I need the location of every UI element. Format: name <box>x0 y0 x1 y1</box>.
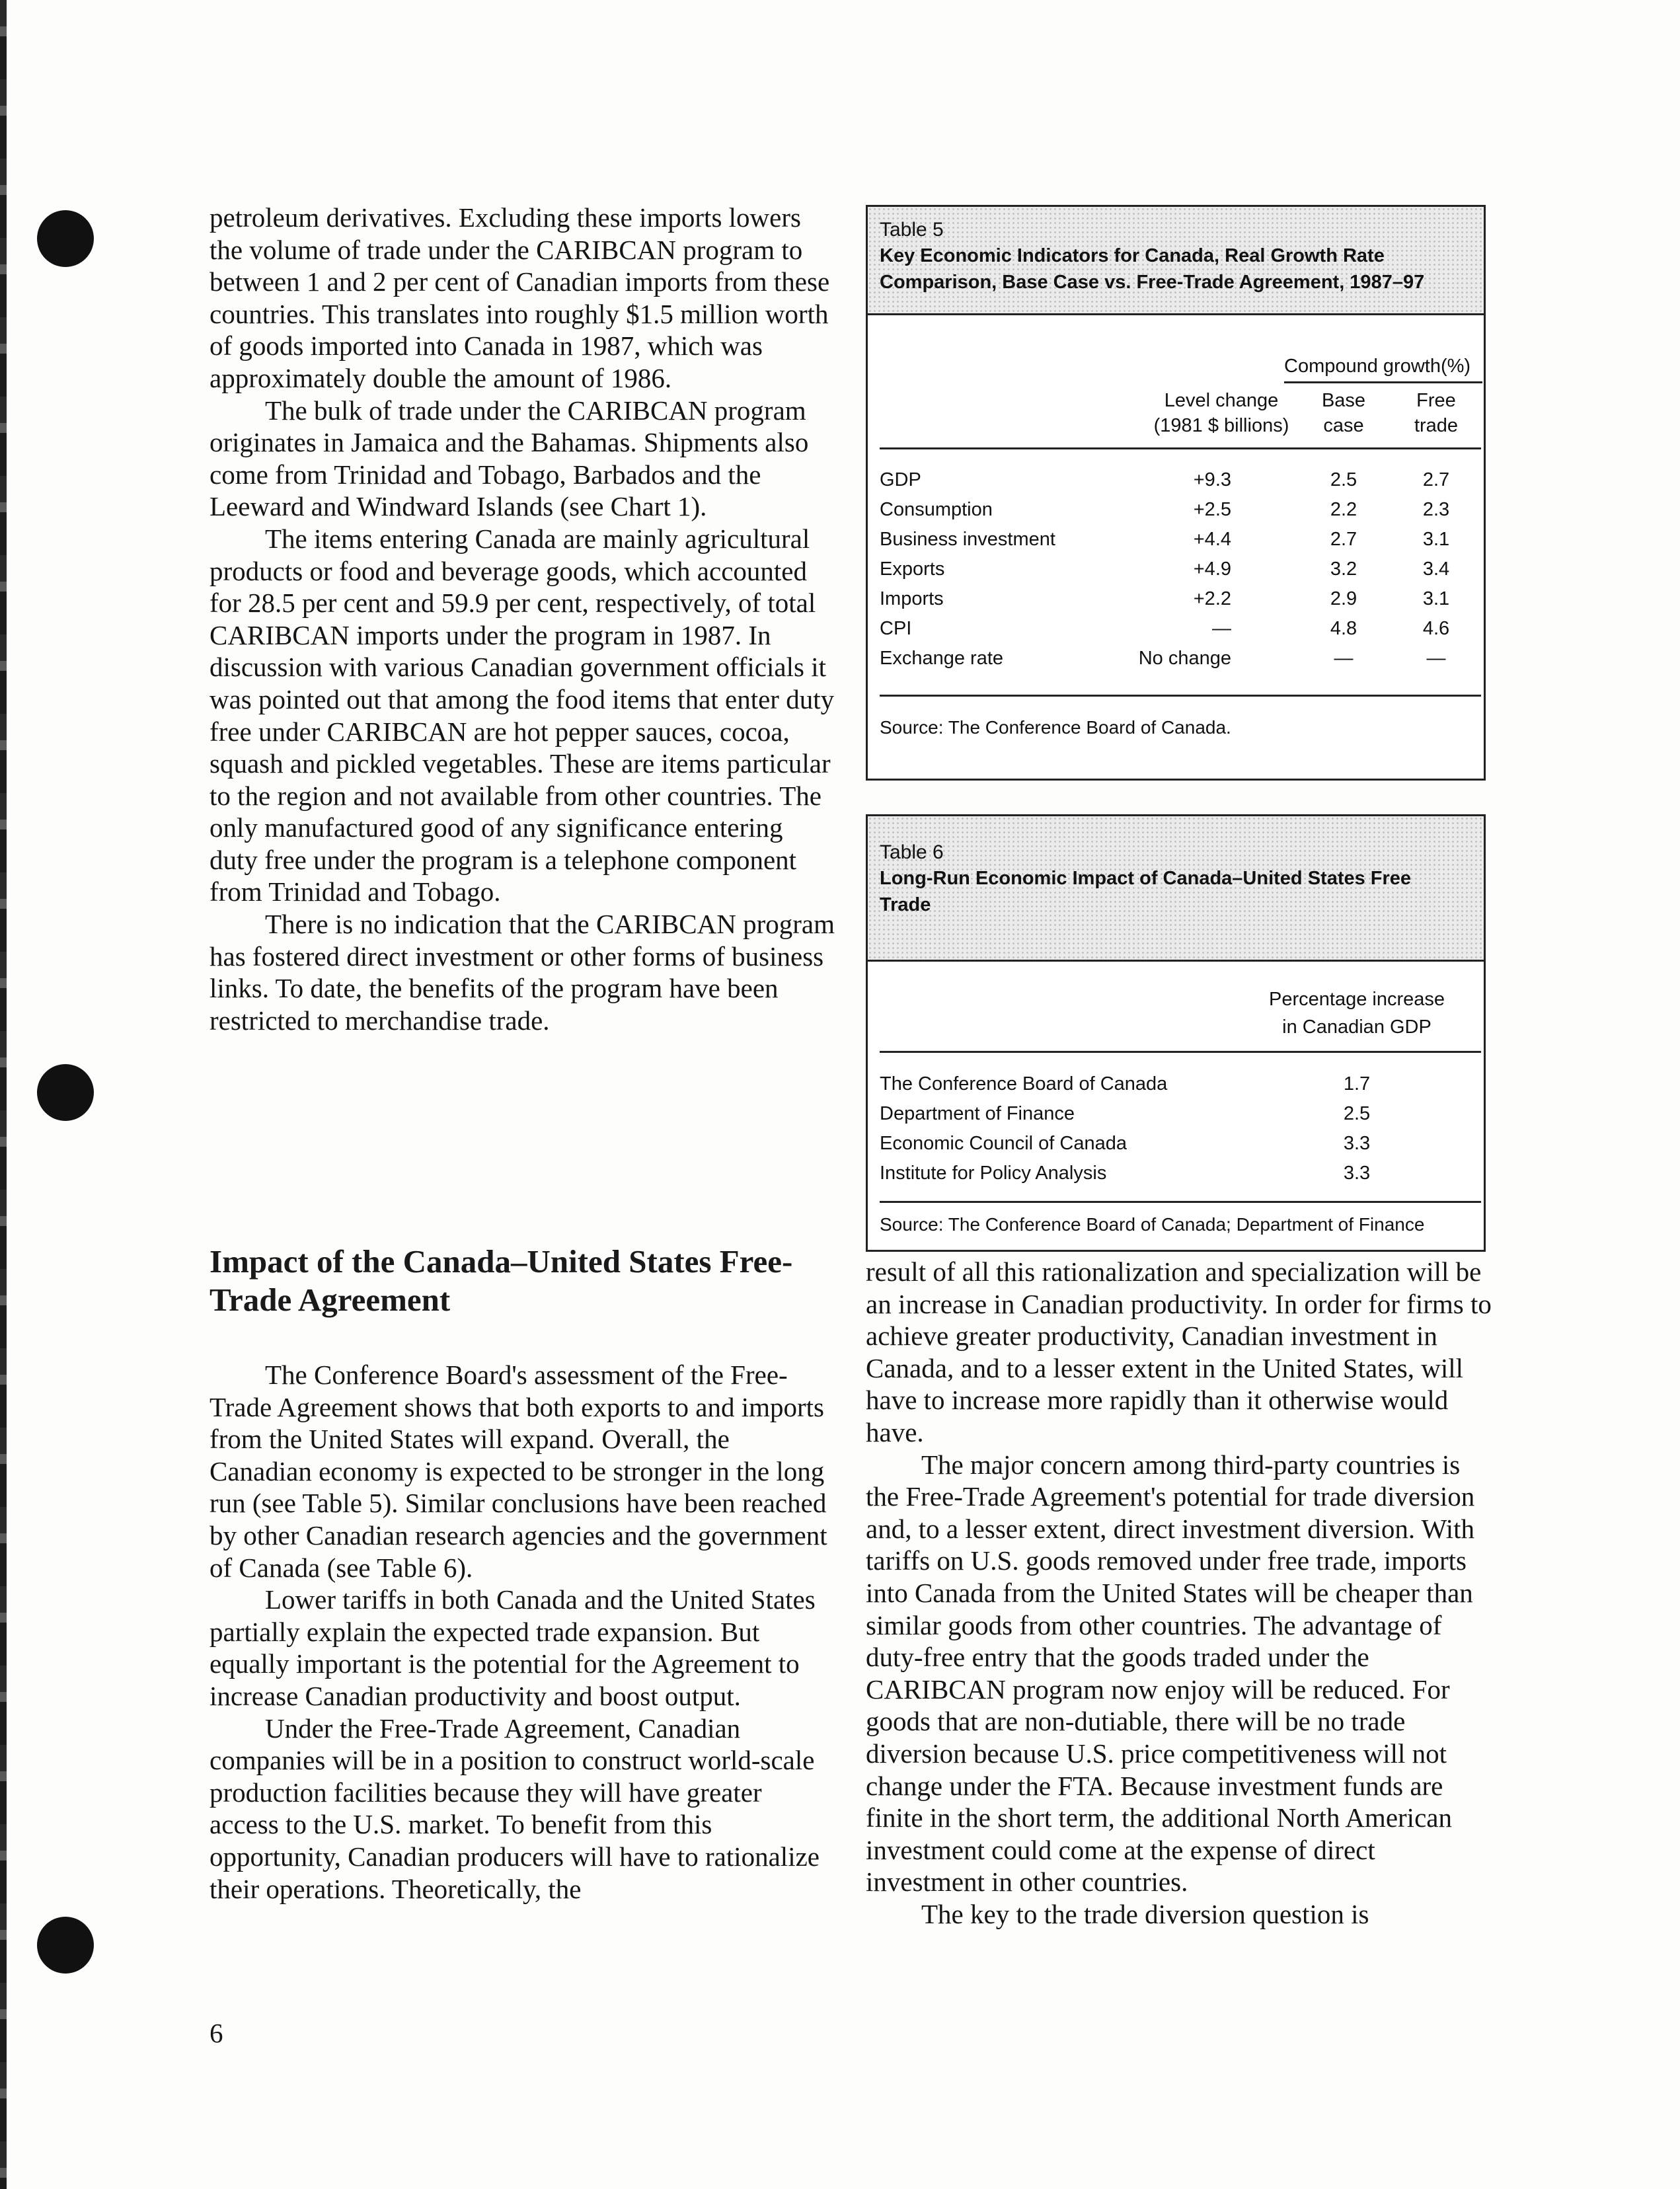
table-title: Long-Run Economic Impact of Canada–United States Free Trade <box>880 868 1412 915</box>
section-heading: Impact of the Canada–United States Free-Trade Agreement <box>210 1243 793 1318</box>
column-header: Percentage increase <box>1269 989 1445 1010</box>
level-change-cell: +2.2 <box>1193 588 1231 609</box>
base-case-cell: 3.2 <box>1330 558 1357 580</box>
level-change-cell: No change <box>1138 648 1231 669</box>
row-label: Economic Council of Canada <box>880 1133 1127 1154</box>
body-paragraph: The items entering Canada are mainly agricultural products or food and beverage goods, which accounted for 28.5 per cent and 59.9 per cent, respectively, of total CARIBCAN imports under the program in 1987. In discussion with various Canadian government officials it was pointed out that among the food items that enter duty free under CARIBCAN are hot pepper sauces, cocoa, squash and pickled vegetables. These are items particular to the region and not available from other countries. The only manufactured good of any significance entering duty free under the program is a telephone component from Trinidad and Tobago. <box>210 523 835 907</box>
table-body <box>868 962 1484 1246</box>
column-header: Level change <box>1164 390 1279 411</box>
level-change-cell: +4.4 <box>1193 529 1231 550</box>
column-header: (1981 $ billions) <box>1153 415 1289 436</box>
page-number: 6 <box>210 2018 223 2048</box>
row-label: Consumption <box>880 499 993 520</box>
base-case-cell: 4.8 <box>1330 618 1357 639</box>
base-case-cell: — <box>1334 648 1354 669</box>
level-change-cell: +9.3 <box>1193 469 1231 490</box>
base-case-cell: 2.9 <box>1330 588 1357 609</box>
column-group-header: Compound growth(%) <box>1284 356 1471 377</box>
punch-hole <box>37 1917 94 1974</box>
column-header: Base <box>1321 390 1366 411</box>
table-title: Key Economic Indicators for Canada, Real Growth Rate Comparison, Base Case vs. Free-Trade Agreement, 1987–97 <box>880 245 1425 293</box>
table-header <box>868 816 1484 962</box>
free-trade-cell: 2.7 <box>1422 469 1450 490</box>
table-6 <box>866 814 1486 1252</box>
punch-hole <box>37 210 94 267</box>
column-header: trade <box>1414 415 1459 436</box>
punch-hole <box>37 1064 94 1121</box>
table-source: Source: The Conference Board of Canada. <box>880 717 1231 738</box>
row-label: The Conference Board of Canada <box>880 1073 1168 1094</box>
right-column <box>866 1256 1494 1930</box>
free-trade-cell: 4.6 <box>1422 618 1450 639</box>
row-label: CPI <box>880 618 912 639</box>
gdp-increase-cell: 3.3 <box>1343 1163 1371 1184</box>
column-header: case <box>1323 415 1364 436</box>
body-paragraph: petroleum derivatives. Excluding these imports lowers the volume of trade under the CARIBCAN program to between 1 and 2 per cent of Canadian imports from these countries. This translates into roughly $1.5 million worth of goods imported into Canada in 1987, which was approximately double the amount of 1986. <box>210 202 830 393</box>
gdp-increase-cell: 3.3 <box>1343 1133 1371 1154</box>
binding-edge <box>0 0 7 2189</box>
bottom-rule <box>880 695 1481 697</box>
header-rule <box>880 1051 1481 1053</box>
body-paragraph: The key to the trade diversion question is <box>921 1898 1369 1929</box>
row-label: Business investment <box>880 529 1055 550</box>
row-label: Imports <box>880 588 944 609</box>
row-label: Institute for Policy Analysis <box>880 1163 1107 1184</box>
table-header <box>868 207 1484 315</box>
free-trade-cell: 3.4 <box>1422 558 1450 580</box>
table-number: Table 6 <box>880 841 944 863</box>
table-body <box>868 315 1484 775</box>
free-trade-cell: 3.1 <box>1422 588 1450 609</box>
header-rule <box>880 447 1481 449</box>
row-label: Exchange rate <box>880 648 1004 669</box>
body-paragraph: The Conference Board's assessment of the Free-Trade Agreement shows that both exports to and imports from the United States will expand. Overall, the Canadian economy is expected to be stronger in the long run (see Table 5). Similar conclusions have been reached by other Canadian research agencies and the government of Canada (see Table 6). <box>210 1360 827 1583</box>
body-paragraph: Under the Free-Trade Agreement, Canadian companies will be in a position to construct world-scale production facilities because they will have greater access to the U.S. market. To benefit from this opportunity, Canadian producers will have to rationalize their operations. Theoretically, the <box>210 1712 820 1904</box>
table-5 <box>866 205 1486 781</box>
body-paragraph: The bulk of trade under the CARIBCAN program originates in Jamaica and the Bahamas. Shipments also come from Trinidad and Tobago, Barbados and the Leeward and Windward Islands (see Chart 1). <box>210 395 809 522</box>
body-paragraph: There is no indication that the CARIBCAN program has fostered direct investment or other forms of business links. To date, the benefits of the program have been restricted to merchandise trade. <box>210 909 835 1036</box>
base-case-cell: 2.7 <box>1330 529 1357 550</box>
row-label: GDP <box>880 469 921 490</box>
level-change-cell: +4.9 <box>1193 558 1231 580</box>
base-case-cell: 2.2 <box>1330 499 1357 520</box>
body-paragraph: The major concern among third-party countries is the Free-Trade Agreement's potential for trade diversion and, to a lesser extent, direct investment diversion. With tariffs on U.S. goods removed under free trade, imports into Canada from the United States will be cheaper than similar goods from other countries. The advantage of duty-free entry that the goods traded under the CARIBCAN program now enjoy will be reduced. For goods that are non-dutiable, there will be no trade diversion because U.S. price competitiveness will not change under the FTA. Because investment funds are finite in the short term, the additional North American investment could come at the expense of direct investment in other countries. <box>866 1449 1475 1898</box>
column-header: in Canadian GDP <box>1282 1017 1432 1038</box>
level-change-cell: +2.5 <box>1193 499 1231 520</box>
free-trade-cell: — <box>1426 648 1446 669</box>
gdp-increase-cell: 1.7 <box>1343 1073 1371 1094</box>
base-case-cell: 2.5 <box>1330 469 1357 490</box>
gdp-increase-cell: 2.5 <box>1343 1103 1371 1124</box>
bottom-rule <box>880 1201 1481 1203</box>
group-rule <box>1284 381 1482 383</box>
free-trade-cell: 2.3 <box>1422 499 1450 520</box>
row-label: Exports <box>880 558 945 580</box>
left-column <box>210 202 837 1036</box>
section <box>210 1243 837 1905</box>
free-trade-cell: 3.1 <box>1422 529 1450 550</box>
level-change-cell: — <box>1212 618 1231 639</box>
table-number: Table 5 <box>880 219 944 241</box>
row-label: Department of Finance <box>880 1103 1075 1124</box>
table-source: Source: The Conference Board of Canada; Department of Finance <box>880 1214 1425 1235</box>
column-header: Free <box>1416 390 1456 411</box>
body-paragraph: Lower tariffs in both Canada and the United States partially explain the expected trade expansion. But equally important is the potential for the Agreement to increase Canadian productivity and boost output. <box>210 1584 816 1711</box>
body-paragraph: result of all this rationalization and specialization will be an increase in Canadian productivity. In order for firms to achieve greater productivity, Canadian investment in Canada, and to a lesser extent in the United States, will have to increase more rapidly than it otherwise would have. <box>866 1256 1492 1447</box>
